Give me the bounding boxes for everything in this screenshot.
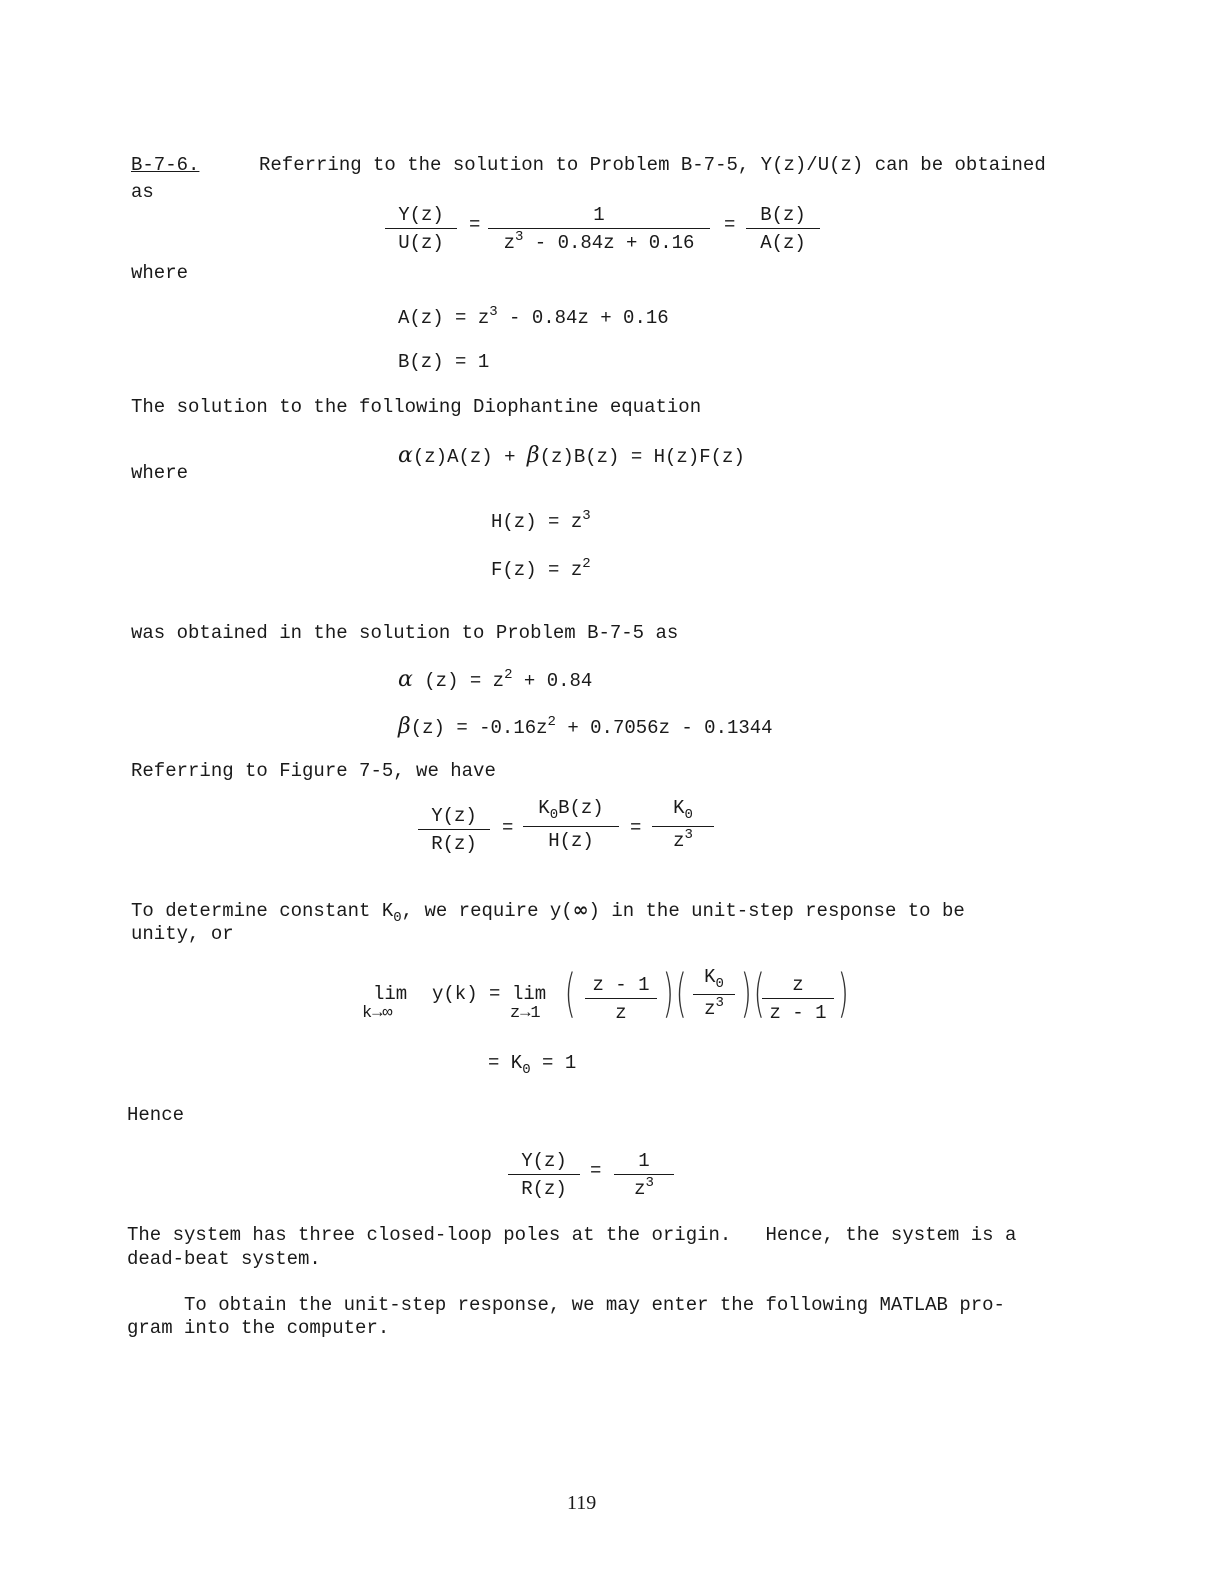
numerator: $K_0B(z)$ bbox=[538, 797, 604, 823]
numerator: 1 bbox=[593, 204, 605, 226]
fraction-one-over-poly bbox=[488, 206, 710, 253]
numerator: Y(z) bbox=[398, 204, 444, 226]
beta-solution: $\beta(z) = -0.16z^2 + 0.7056z - 0.1344$ bbox=[398, 714, 773, 739]
denominator: $z^3$ bbox=[634, 1175, 654, 1200]
beta-symbol: β bbox=[398, 714, 411, 739]
denominator: H(z) bbox=[548, 830, 594, 852]
numerator: Y(z) bbox=[521, 1150, 567, 1172]
denominator: R(z) bbox=[431, 833, 477, 855]
left-paren: ( bbox=[753, 964, 765, 1024]
determine-line-2: unity, or bbox=[131, 923, 234, 945]
denominator: $z^3 - 0.84z + 0.16$ bbox=[503, 229, 695, 254]
fraction-z-over-z-minus-1 bbox=[762, 976, 834, 1023]
fraction-b-over-a bbox=[746, 206, 820, 253]
equals-sign: = bbox=[502, 817, 514, 839]
fraction-y-over-u bbox=[385, 206, 457, 253]
definition-b: B(z) = 1 bbox=[398, 351, 490, 373]
denominator: A(z) bbox=[760, 232, 806, 254]
definition-f: $F(z) = z^2$ bbox=[491, 556, 591, 581]
where-label-1: where bbox=[131, 262, 189, 284]
right-paren: ) bbox=[662, 964, 674, 1024]
lim-z-subscript: z→1 bbox=[510, 1004, 541, 1023]
alpha-symbol: α bbox=[398, 443, 413, 468]
numerator: Y(z) bbox=[431, 805, 477, 827]
where-label-2: where bbox=[131, 462, 189, 484]
page-number: 119 bbox=[567, 1492, 597, 1514]
denominator: R(z) bbox=[521, 1178, 567, 1200]
fraction-y-over-r-final bbox=[508, 1152, 580, 1199]
right-paren: ) bbox=[740, 964, 752, 1024]
numerator: z - 1 bbox=[592, 974, 650, 996]
diophantine-intro: The solution to the following Diophantine equation bbox=[131, 396, 702, 418]
matlab-line-2: gram into the computer. bbox=[127, 1317, 390, 1339]
poles-line-1: The system has three closed-loop poles at the origin. Hence, the system is a bbox=[127, 1224, 1017, 1246]
obtained-text: was obtained in the solution to Problem B-7-5 as bbox=[131, 622, 679, 644]
left-paren: ( bbox=[564, 964, 576, 1024]
numerator: B(z) bbox=[760, 204, 806, 226]
fraction-z-minus-1-over-z bbox=[585, 976, 657, 1023]
intro-line-2: as bbox=[131, 181, 154, 203]
beta-symbol: β bbox=[526, 443, 540, 468]
determine-line-1: To determine constant $K_0$, we require y(∞) in the unit-step response to be bbox=[131, 899, 965, 926]
poles-line-2: dead-beat system. bbox=[127, 1248, 321, 1270]
lim-k: lim bbox=[373, 983, 408, 1005]
fraction-y-over-r bbox=[418, 807, 490, 854]
definition-a: $A(z) = z^3 - 0.84z + 0.16$ bbox=[398, 304, 669, 329]
equals-sign: = bbox=[630, 817, 642, 839]
figure-reference-text: Referring to Figure 7-5, we have bbox=[131, 760, 496, 782]
matlab-line-1: To obtain the unit-step response, we may enter the following MATLAB pro- bbox=[127, 1294, 1005, 1316]
equals-sign: = bbox=[590, 1160, 602, 1182]
infinity-symbol: ∞ bbox=[572, 899, 589, 921]
fraction-k0b-over-h bbox=[523, 799, 619, 851]
fraction-k0-over-z3 bbox=[652, 799, 714, 851]
numerator: $K_0$ bbox=[673, 797, 693, 823]
lim-z: lim bbox=[512, 983, 547, 1005]
numerator: $K_0$ bbox=[704, 966, 724, 992]
definition-h: $H(z) = z^3$ bbox=[491, 508, 591, 533]
numerator: z bbox=[792, 974, 804, 996]
denominator: $z^3$ bbox=[704, 995, 724, 1020]
fraction-one-over-z3 bbox=[614, 1152, 674, 1199]
numerator: 1 bbox=[638, 1150, 650, 1172]
y-of-k: y(k) = bbox=[432, 983, 512, 1005]
denominator: z - 1 bbox=[769, 1002, 827, 1024]
alpha-solution: α $(z) = z^2 + 0.84$ bbox=[398, 667, 593, 692]
right-paren: ) bbox=[837, 964, 849, 1024]
left-paren: ( bbox=[675, 964, 687, 1024]
intro-line-1: Referring to the solution to Problem B-7-5, Y(z)/U(z) can be obtained bbox=[259, 154, 1046, 176]
equals-sign: = bbox=[724, 214, 736, 236]
hence-label: Hence bbox=[127, 1104, 185, 1126]
diophantine-equation: α(z)A(z) + β(z)B(z) = H(z)F(z) bbox=[398, 443, 745, 468]
equals-sign: = bbox=[469, 214, 481, 236]
fraction-k0-over-z3-limit bbox=[693, 968, 735, 1019]
lim-k-subscript: k→∞ bbox=[362, 1004, 393, 1023]
problem-label: B-7-6. bbox=[131, 154, 200, 176]
alpha-symbol: α bbox=[398, 667, 413, 692]
denominator: U(z) bbox=[398, 232, 444, 254]
limit-result: = $K_0 = 1$ bbox=[488, 1052, 577, 1078]
denominator: $z^3$ bbox=[673, 827, 693, 852]
denominator: z bbox=[615, 1002, 627, 1024]
